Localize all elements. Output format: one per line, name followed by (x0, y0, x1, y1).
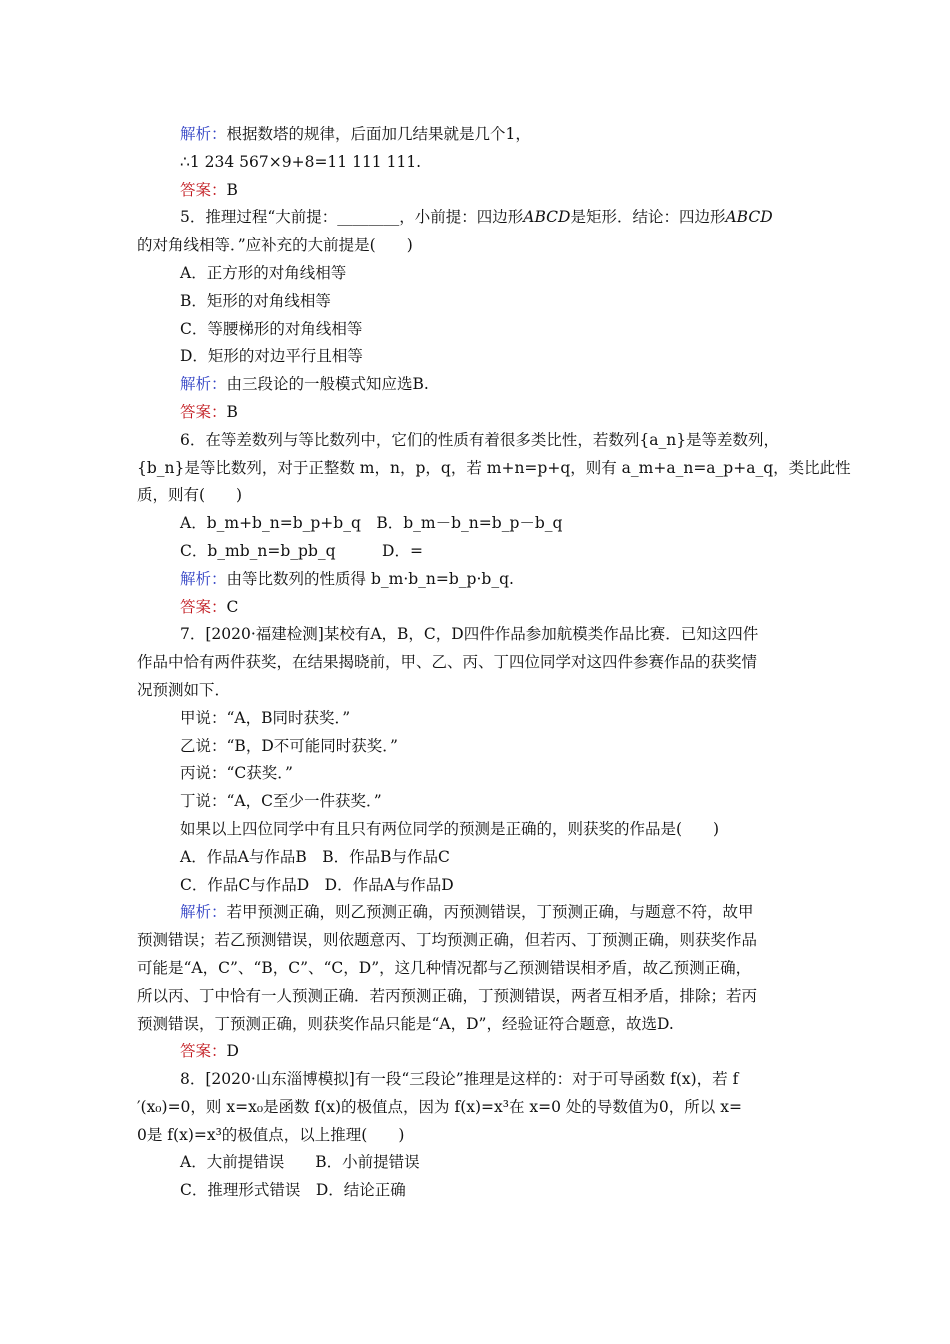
q7-analysis-line-2: 预测错误；若乙预测错误，则依题意丙、丁均预测正确，但若丙、丁预测正确，则获奖作品 (137, 931, 758, 950)
answer-label: 答案： (180, 597, 227, 616)
answer-label: 答案： (180, 1042, 227, 1061)
q6-answer: 答案：C (180, 597, 239, 616)
q6-options-ab: A．b_m+b_n=b_p+b_q B．b_m－b_n=b_p－b_q (180, 514, 563, 533)
q6-stem-line-3: 质，则有( ) (137, 486, 243, 505)
q8-options-ab: A．大前提错误 B．小前提错误 (180, 1153, 420, 1172)
q8-options-cd: C．推理形式错误 D．结论正确 (180, 1181, 406, 1200)
analysis-label: 解析： (180, 375, 227, 394)
q7-options-ab: A．作品A与作品B B．作品B与作品C (180, 847, 450, 866)
q5-stem-line-1: 5．推理过程“大前提：________，小前提：四边形ABCD是矩形．结论：四边形ABCD (180, 208, 773, 227)
analysis-label: 解析： (180, 569, 227, 588)
q5-analysis: 解析：由三段论的一般模式知应选B. (180, 375, 429, 394)
q7-say-jia: 甲说：“A，B同时获奖．” (180, 708, 351, 727)
q7-say-ding: 丁说：“A，C至少一件获奖．” (180, 792, 382, 811)
q6-analysis: 解析：由等比数列的性质得 b_m·b_n=b_p·b_q. (180, 569, 514, 588)
answer-label: 答案： (180, 180, 227, 199)
q7-analysis-line-3: 可能是“A，C”、“B，C”、“C，D”，这几种情况都与乙预测错误相矛盾，故乙预测正确， (137, 958, 752, 977)
q5-option-c: C．等腰梯形的对角线相等 (180, 319, 363, 338)
q5-option-a: A．正方形的对角线相等 (180, 263, 347, 282)
q7-options-cd: C．作品C与作品D D．作品A与作品D (180, 875, 454, 894)
q7-say-yi: 乙说：“B，D不可能同时获奖．” (180, 736, 398, 755)
answer-label: 答案： (180, 402, 227, 421)
q7-analysis-line-4: 所以丙、丁中恰有一人预测正确．若丙预测正确，丁预测错误，两者互相矛盾，排除；若丙 (137, 986, 758, 1005)
q7-stem-line-2: 作品中恰有两件获奖，在结果揭晓前，甲、乙、丙、丁四位同学对这四件参赛作品的获奖情 (137, 653, 758, 672)
analysis-label: 解析： (180, 903, 227, 922)
q4-answer: 答案：B (180, 180, 238, 199)
q6-stem-line-2: {b_n}是等比数列，对于正整数 m，n，p，q，若 m+n=p+q，则有 a_m+a_n=a_p+a_q，类比此性 (137, 458, 851, 477)
document-content (137, 121, 851, 1205)
q7-analysis-line-1: 解析：若甲预测正确，则乙预测正确，丙预测错误，丁预测正确，与题意不符，故甲 (180, 903, 754, 922)
q7-question: 如果以上四位同学中有且只有两位同学的预测是正确的，则获奖的作品是( ) (180, 819, 720, 838)
q7-say-bing: 丙说：“C获奖．” (180, 764, 293, 783)
q7-analysis-line-5: 预测错误，丁预测正确，则获奖作品只能是“A，D”，经验证符合题意，故选D. (137, 1014, 674, 1033)
q7-stem-line-3: 况预测如下． (137, 680, 231, 699)
q5-option-b: B．矩形的对角线相等 (180, 291, 331, 310)
q8-stem-line-2: ′(x₀)=0，则 x=x₀是函数 f(x)的极值点，因为 f(x)=x³在 x=0 处的导数值为0，所以 x= (137, 1097, 742, 1116)
q4-equation: ∴1 234 567×9+8=11 111 111. (180, 152, 422, 171)
q7-answer: 答案：D (180, 1042, 239, 1061)
q5-stem-line-2: 的对角线相等．”应补充的大前提是( ) (137, 236, 413, 255)
q5-answer: 答案：B (180, 402, 238, 421)
q7-stem-line-1: 7．[2020·福建检测]某校有A，B，C，D四件作品参加航模类作品比赛．已知这四件 (180, 625, 759, 644)
q6-stem-line-1: 6．在等差数列与等比数列中，它们的性质有着很多类比性，若数列{a_n}是等差数列， (180, 430, 780, 449)
q5-option-d: D．矩形的对边平行且相等 (180, 347, 363, 366)
q6-options-cd: C．b_mb_n=b_pb_q D．= (180, 541, 423, 560)
analysis-label: 解析： (180, 125, 227, 143)
q8-stem-line-3: 0是 f(x)=x³的极值点，以上推理( ) (137, 1125, 405, 1144)
q4-analysis: 解析：根据数塔的规律，后面加几结果就是几个1， (180, 125, 531, 143)
q8-stem-line-1: 8．[2020·山东淄博模拟]有一段“三段论”推理是这样的：对于可导函数 f(x)，若 f (180, 1070, 739, 1089)
